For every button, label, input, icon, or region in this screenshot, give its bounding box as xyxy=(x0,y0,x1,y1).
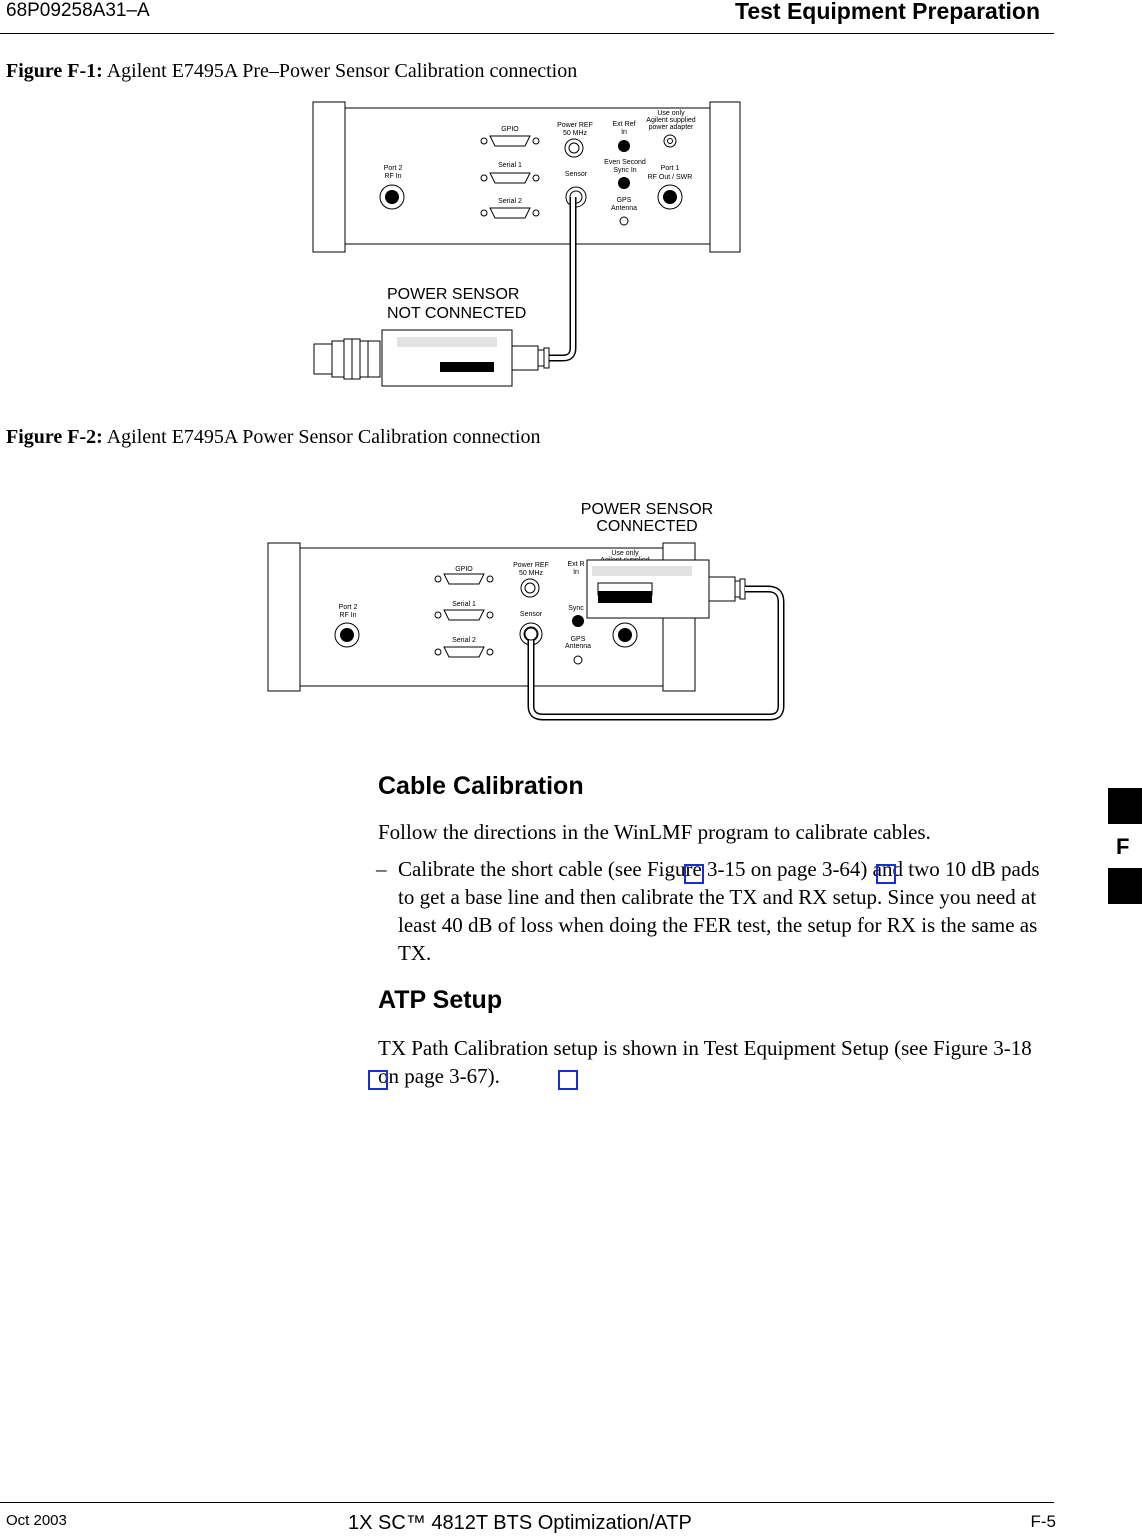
sensor-label-block xyxy=(440,362,494,372)
port2-label: Port 2 xyxy=(383,165,403,172)
serial1-connector xyxy=(490,173,530,183)
chapter-tab-top xyxy=(1108,788,1142,824)
sensor-cable xyxy=(548,197,573,358)
gps-label: GPS xyxy=(616,197,632,204)
panel-label: 50 MHz xyxy=(518,570,544,577)
panel-label: power adapter xyxy=(648,124,694,131)
gps-label: GPS xyxy=(570,636,586,643)
port2-label: Port 2 xyxy=(338,604,358,611)
cable-calibration-heading: Cable Calibration xyxy=(378,772,584,800)
panel-label: In xyxy=(573,569,579,576)
power-ref-label: Power REF xyxy=(557,122,593,129)
serial2-connector xyxy=(490,208,530,218)
sensor-status-label-line1: POWER SENSOR xyxy=(387,286,520,303)
ext-ref-connector xyxy=(618,140,630,152)
figure-link-box[interactable] xyxy=(684,864,704,884)
ext-ref-label: Ext Ref xyxy=(612,121,636,128)
figure2-diagram xyxy=(0,460,1142,740)
ext-ref-label: Ext R xyxy=(567,561,585,568)
sync-connector xyxy=(572,615,584,627)
figure1-caption-text: Agilent E7495A Pre–Power Sensor Calibration connection xyxy=(102,60,578,82)
serial1-label: Serial 1 xyxy=(452,601,476,608)
port1-label: Port 1 xyxy=(660,165,680,172)
right-handle xyxy=(710,102,740,252)
power-ref-label: Power REF xyxy=(513,562,549,569)
gpio-label: GPIO xyxy=(455,566,473,573)
gpio-label: GPIO xyxy=(501,126,519,133)
footer-page-number: F-5 xyxy=(1030,1512,1056,1531)
gpio-connector xyxy=(444,574,484,584)
gps-connector xyxy=(574,656,582,664)
footer-rule xyxy=(0,1502,1054,1503)
footer-date: Oct 2003 xyxy=(6,1512,67,1529)
panel-label: In xyxy=(621,129,627,136)
cable-calibration-intro: Follow the directions in the WinLMF program to calibrate cables. xyxy=(378,820,931,844)
section-title: Test Equipment Preparation xyxy=(734,0,1040,24)
panel-label: RF Out / SWR xyxy=(647,174,693,181)
adapter-label: Use only xyxy=(657,110,685,117)
adapter-label: Use only xyxy=(611,550,639,557)
atp-setup-heading: ATP Setup xyxy=(378,986,503,1014)
chapter-tab-letter: F xyxy=(1116,834,1130,859)
page-link-box[interactable] xyxy=(876,864,896,884)
sensor-label-strip xyxy=(397,337,497,347)
serial1-label: Serial 1 xyxy=(498,162,522,169)
gpio-connector xyxy=(490,136,530,146)
serial1-connector xyxy=(444,610,484,620)
document-number: 68P09258A31–A xyxy=(6,0,150,21)
figure1-diagram xyxy=(0,0,1142,420)
atp-setup-text: TX Path Calibration setup is shown in Test Equipment Setup (see Figure 3-18 on page 3-67). xyxy=(378,1036,1032,1088)
panel-label: RF In xyxy=(384,173,402,180)
sensor-status-label-line1: POWER SENSOR xyxy=(580,501,714,518)
figure2-caption xyxy=(6,426,541,449)
sensor-label: Sensor xyxy=(564,171,588,178)
chapter-tab-bottom xyxy=(1108,868,1142,904)
serial2-connector xyxy=(444,647,484,657)
left-handle xyxy=(313,102,345,252)
left-handle xyxy=(268,543,300,691)
even-second-connector xyxy=(618,177,630,189)
figure2-caption-text: Agilent E7495A Power Sensor Calibration connection xyxy=(102,426,541,448)
figure2-caption-label: Figure F-2: xyxy=(6,426,103,448)
sensor-status-label-line2: NOT CONNECTED xyxy=(387,305,527,322)
figure1-caption-label: Figure F-1: xyxy=(6,60,103,82)
panel-label: Antenna xyxy=(564,643,592,650)
bullet-dash: – xyxy=(376,857,387,881)
panel-label: Antenna xyxy=(610,205,638,212)
sync-label: Sync xyxy=(568,605,584,612)
sensor-status-label-line2: CONNECTED xyxy=(596,518,698,535)
panel-label: Sync In xyxy=(613,167,637,174)
even-second-label: Even Second xyxy=(604,159,646,166)
sensor-label-strip xyxy=(592,566,692,576)
gps-connector xyxy=(620,217,628,225)
panel-label: Agilent supplied xyxy=(646,117,696,124)
power-ref-freq-label: 50 MHz xyxy=(562,130,588,137)
panel-label: RF In xyxy=(339,612,357,619)
serial2-label: Serial 2 xyxy=(452,637,476,644)
figure-link-box[interactable] xyxy=(368,1070,388,1090)
cable-calibration-bullet xyxy=(376,855,1054,967)
sensor-label: Sensor xyxy=(519,611,543,618)
cable-calibration-bullet-text: Calibrate the short cable (see Figure 3-15 on page 3-64) and two 10 dB pads to get a base line and then calibrate the TX and RX setup. Since you need at least 40 dB of loss when doing the FER test, the setup for RX is the same as TX. xyxy=(398,857,1040,965)
sensor-label-block xyxy=(598,591,652,603)
page-link-box[interactable] xyxy=(558,1070,578,1090)
footer-title: 1X SC™ 4812T BTS Optimization/ATP xyxy=(348,1512,692,1534)
serial2-label: Serial 2 xyxy=(498,198,522,205)
